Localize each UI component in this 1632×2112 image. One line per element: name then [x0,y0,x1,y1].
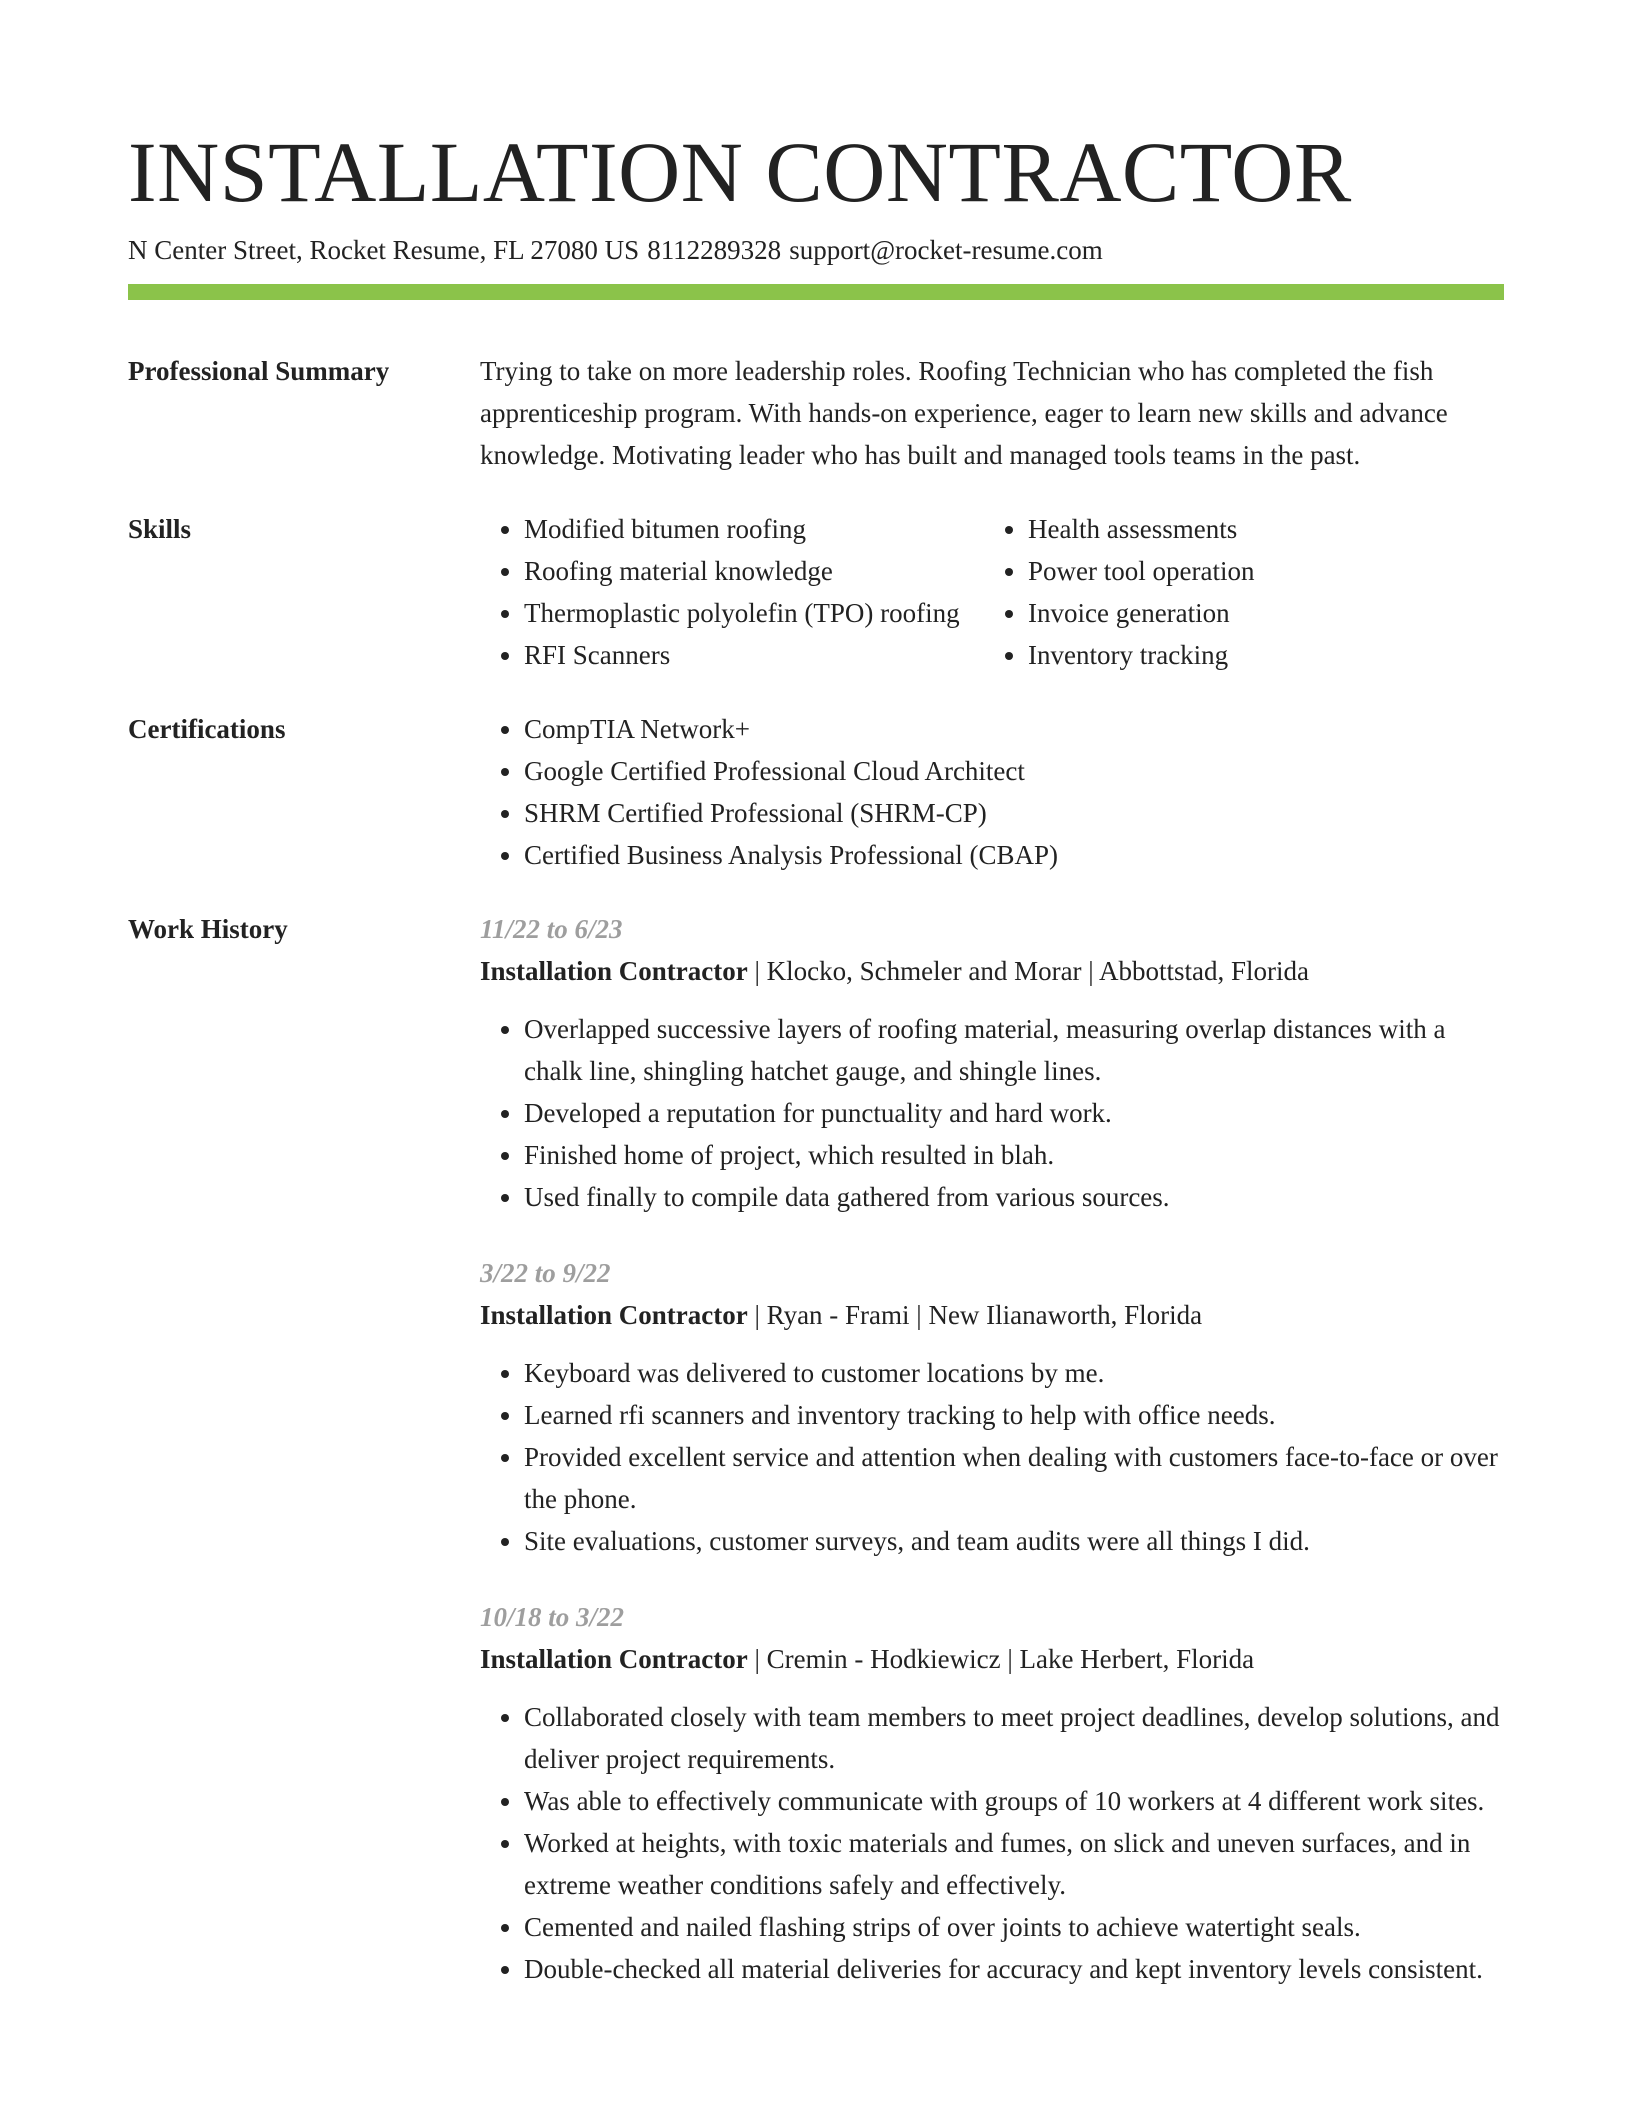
job-bullet: • Finished home of project, which resulted in blah. [524,1134,1504,1176]
contact-line [128,232,1504,268]
certification-item: • Certified Business Analysis Professional (CBAP) [524,834,1504,876]
job-entry [480,1252,1504,1562]
job-entry [480,908,1504,1218]
job-details: | Ryan - Frami | New Ilianaworth, Florida [747,1300,1203,1330]
job-role: Installation Contractor [480,1300,748,1330]
job-bullet: • Collaborated closely with team members to meet project deadlines, develop solutions, and deliver project requirements. [524,1696,1504,1780]
job-bullet: • Provided excellent service and attention when dealing with customers face-to-face or over the phone. [524,1436,1504,1520]
skill-item: • Inventory tracking [1028,634,1504,676]
job-heading [480,950,1504,992]
resume-page [128,124,1504,1990]
job-bullet: • Worked at heights, with toxic materials and fumes, on slick and uneven surfaces, and in extreme weather conditions safely and effectively. [524,1822,1504,1906]
certification-item: • Google Certified Professional Cloud Architect [524,750,1504,792]
certifications-section [128,708,1504,876]
job-details: | Cremin - Hodkiewicz | Lake Herbert, Florida [747,1644,1255,1674]
job-bullets [480,1008,1504,1218]
job-details: | Klocko, Schmeler and Morar | Abbottstad, Florida [747,956,1309,986]
skills-list-left [480,508,984,676]
section-title: Work History [128,914,288,944]
job-bullet: • Cemented and nailed flashing strips of over joints to achieve watertight seals. [524,1906,1504,1948]
job-bullet: • Used finally to compile data gathered from various sources. [524,1176,1504,1218]
job-dates: 3/22 to 9/22 [480,1258,611,1288]
job-entry [480,1596,1504,1990]
summary-text: Trying to take on more leadership roles. Roofing Technician who has completed the fish apprenticeship program. With hands-on experience, eager to learn new skills and advance knowledge. Motivating leader who has built and managed tools teams in the past. [480,356,1448,470]
job-bullet: • Keyboard was delivered to customer locations by me. [524,1352,1504,1394]
job-heading [480,1294,1504,1336]
job-heading [480,1638,1504,1680]
skill-item: • Roofing material knowledge [524,550,984,592]
job-role: Installation Contractor [480,956,748,986]
certification-item: • SHRM Certified Professional (SHRM-CP) [524,792,1504,834]
skill-item: • Thermoplastic polyolefin (TPO) roofing [524,592,984,634]
email: support@rocket-resume.com [789,235,1103,265]
summary-section [128,350,1504,476]
job-bullet: • Site evaluations, customer surveys, and team audits were all things I did. [524,1520,1504,1562]
job-bullet: • Overlapped successive layers of roofing material, measuring overlap distances with a chalk line, shingling hatchet gauge, and shingle lines. [524,1008,1504,1092]
skill-item: • Power tool operation [1028,550,1504,592]
job-dates: 10/18 to 3/22 [480,1602,625,1632]
candidate-name: INSTALLATION CONTRACTOR [128,124,1352,220]
skills-section [128,508,1504,676]
job-bullet: • Was able to effectively communicate with groups of 10 workers at 4 different work sites. [524,1780,1504,1822]
skill-item: • RFI Scanners [524,634,984,676]
job-role: Installation Contractor [480,1644,748,1674]
phone: 8112289328 [647,235,782,265]
job-bullet: • Developed a reputation for punctuality and hard work. [524,1092,1504,1134]
skill-item: • Health assessments [1028,508,1504,550]
skill-item: • Invoice generation [1028,592,1504,634]
certifications-list [480,708,1504,876]
work-history-section [128,908,1504,1990]
job-bullets [480,1352,1504,1562]
job-bullet: • Double-checked all material deliveries for accuracy and kept inventory levels consistent. [524,1948,1504,1990]
address: N Center Street, Rocket Resume, FL 27080 US [128,235,640,265]
job-bullet: • Learned rfi scanners and inventory tracking to help with office needs. [524,1394,1504,1436]
job-dates: 11/22 to 6/23 [480,914,623,944]
skills-list-right [984,508,1504,676]
section-title: Professional Summary [128,356,390,386]
certification-item: • CompTIA Network+ [524,708,1504,750]
section-title: Skills [128,514,192,544]
job-bullets [480,1696,1504,1990]
section-title: Certifications [128,714,286,744]
skill-item: • Modified bitumen roofing [524,508,984,550]
header-divider [128,284,1504,300]
